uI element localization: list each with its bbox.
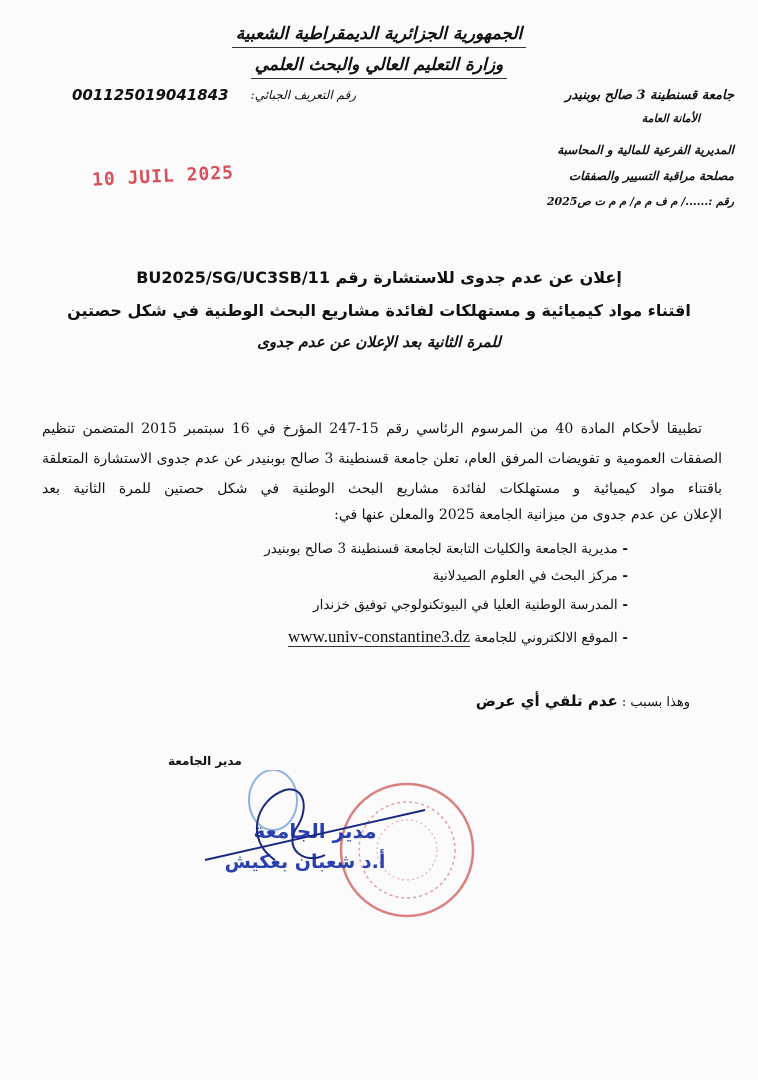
ministry-heading: وزارة التعليم العالي والبحث العلمي bbox=[0, 55, 758, 75]
stamp-name: أ.د شعبان بعكيش bbox=[224, 851, 386, 873]
reason-value: عدم تلقي أي عرض bbox=[475, 692, 618, 710]
reference-number: رقم :....../ م ف م م/ م م ت ص2025 bbox=[546, 195, 734, 208]
bullet-item: - المدرسة الوطنية العليا في البيوتكنولوجي توفيق خزندار bbox=[313, 597, 628, 613]
reason-line bbox=[476, 692, 690, 710]
seal-icon bbox=[341, 784, 473, 916]
stamp-title: مدير الجامعة bbox=[253, 819, 377, 843]
subdirectorate: المديرية الفرعية للمالية و المحاسبة bbox=[557, 143, 734, 157]
bullet-website bbox=[288, 627, 628, 647]
website-link[interactable]: www.univ-constantine3.dz bbox=[287, 627, 471, 646]
title-line-2: اقتناء مواد كيميائية و مستهلكات لفائدة مشاريع البحث الوطنية في شكل حصتين bbox=[67, 301, 691, 320]
signature-and-seal bbox=[195, 770, 485, 920]
reason-label: وهذا بسبب : bbox=[621, 695, 690, 710]
university-name: جامعة قسنطينة 3 صالح بوبنيدر bbox=[565, 88, 734, 103]
body-paragraph-end: الإعلان عن عدم جدوى من ميزانية الجامعة 2025 والمعلن عنها في: bbox=[334, 507, 722, 523]
bullet-item: - مديرية الجامعة والكليات التابعة لجامعة قسنطينة 3 صالح بوبنيدر bbox=[264, 541, 628, 557]
secretariat: الأمانة العامة bbox=[641, 112, 700, 125]
signatory-title: مدير الجامعة bbox=[168, 754, 242, 768]
tax-id-label: رقم التعريف الجبائي: bbox=[250, 88, 356, 102]
title-line-3: للمرة الثانية بعد الإعلان عن عدم جدوى bbox=[257, 333, 501, 351]
service-name: مصلحة مراقبة التسيير والصفقات bbox=[568, 169, 734, 183]
tax-id-value: 001125019041843 bbox=[72, 86, 229, 104]
website-label: الموقع الالكتروني للجامعة bbox=[474, 630, 618, 646]
republic-heading: الجمهورية الجزائرية الديمقراطية الشعبية bbox=[0, 24, 758, 44]
date-stamp: 10 JUIL 2025 bbox=[91, 162, 235, 191]
bullet-item: - مركز البحث في العلوم الصيدلانية bbox=[433, 568, 628, 584]
body-paragraph: تطبيقا لأحكام المادة 40 من المرسوم الرئاسي رقم 15-247 المؤرخ في 16 سبتمبر 2015 المتضمن تنظيم الصفقات العمومية و تفويضات المرفق العام، تعلن جامعة قسنطينة 3 صالح بوبنيدر عن عدم جدوى الاستشارة المتعلقة باقتناء مواد كيميائية و مستهلكات لفائدة مشاريع البحث الوطنية في شكل حصتين للمرة الثانية بعد bbox=[42, 421, 722, 497]
title-line-1: إعلان عن عدم جدوى للاستشارة رقم BU2025/SG/UC3SB/11 bbox=[136, 268, 622, 287]
